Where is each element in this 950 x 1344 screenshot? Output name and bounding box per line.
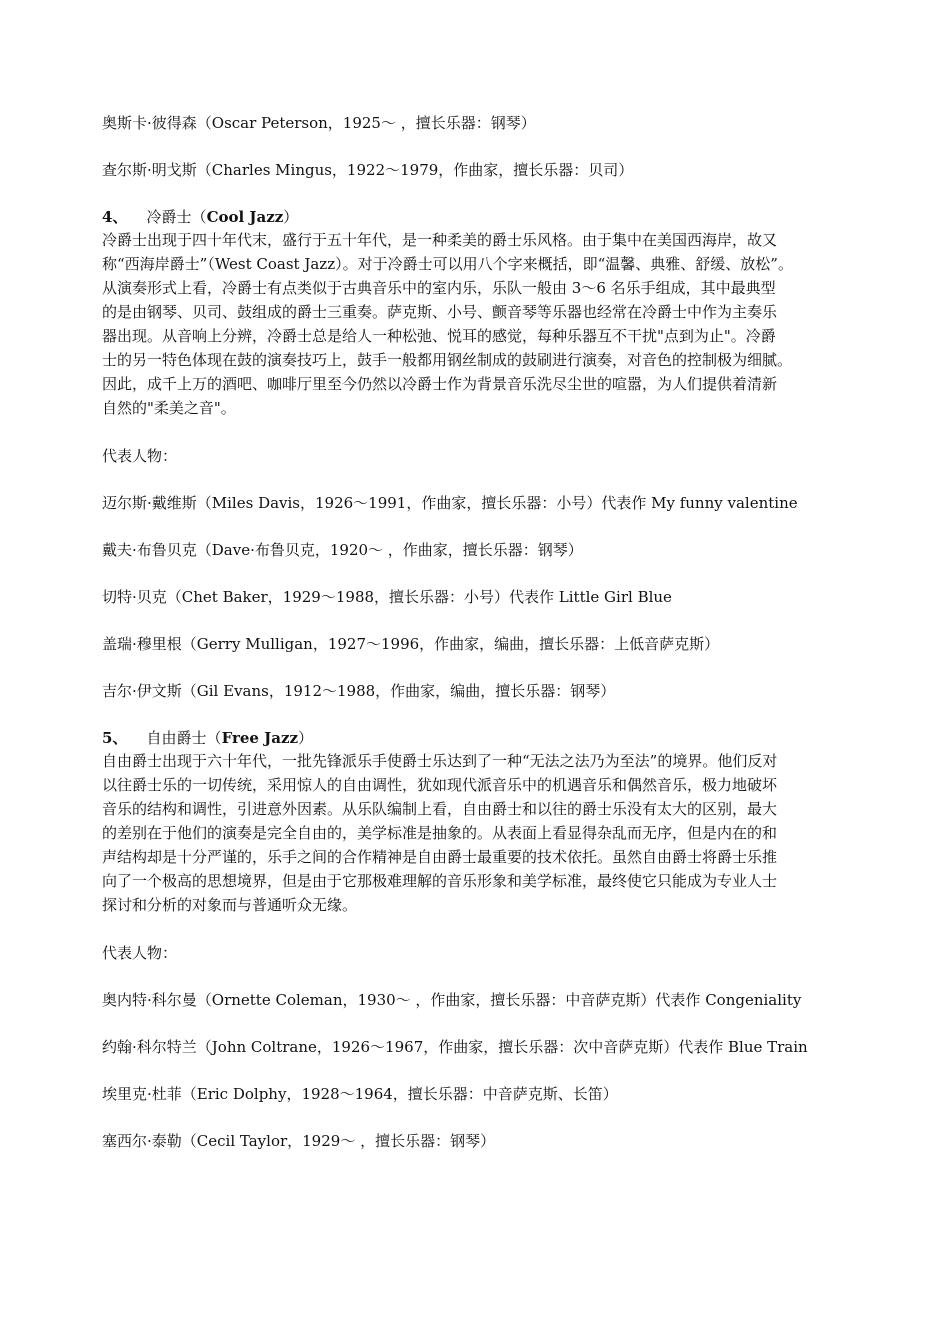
person-oscar-peterson: 奥斯卡·彼得森（Oscar Peterson，1925～ ，擅长乐器：钢琴） <box>102 114 536 132</box>
section-4-title-en: Cool Jazz <box>206 208 284 226</box>
paragraph-line: 以往爵士乐的一切传统，采用惊人的自由调性，犹如现代派音乐中的机遇音乐和偶然音乐，极力地破坏 <box>102 776 778 794</box>
paragraph-line: 的差别在于他们的演奏是完全自由的，美学标准是抽象的。从表面上看显得杂乱而无序，但是内在的和 <box>102 824 778 842</box>
section-5-heading <box>102 727 850 749</box>
person-miles-davis: 迈尔斯·戴维斯（Miles Davis，1926～1991，作曲家，擅长乐器：小号）代表作 My funny valentine <box>102 494 798 512</box>
paragraph-line: 士的另一特色体现在鼓的演奏技巧上，鼓手一般都用钢丝制成的鼓刷进行演奏，对音色的控制极为细腻。 <box>102 351 793 369</box>
paragraph-line: 自由爵士出现于六十年代，一批先锋派乐手使爵士乐达到了一种“无法之法乃为至法”的境界。他们反对 <box>102 752 778 770</box>
paragraph-line: 探讨和分析的对象而与普通听众无缘。 <box>102 896 358 914</box>
section-4-paragraph <box>102 228 850 420</box>
section-4-heading <box>102 206 850 228</box>
person-john-coltrane: 约翰·科尔特兰（John Coltrane，1926～1967，作曲家，擅长乐器：次中音萨克斯）代表作 Blue Train <box>102 1038 808 1056</box>
section-5-paragraph <box>102 749 850 917</box>
representative-label: 代表人物： <box>102 944 178 962</box>
paragraph-line: 冷爵士出现于四十年代末，盛行于五十年代，是一种柔美的爵士乐风格。由于集中在美国西海岸，故又 <box>102 231 778 249</box>
section-5-number: 5、 <box>102 729 128 747</box>
paragraph-line: 器出现。从音响上分辨，冷爵士总是给人一种松弛、悦耳的感觉，每种乐器互不干扰"点到为止"。冷爵 <box>102 327 776 345</box>
section-4-number: 4、 <box>102 208 128 226</box>
paragraph-line: 自然的"柔美之音"。 <box>102 399 236 417</box>
paragraph-line: 因此，成千上万的酒吧、咖啡厅里至今仍然以冷爵士作为背景音乐洗尽尘世的喧嚣，为人们提供着清新 <box>102 375 778 393</box>
person-gil-evans: 吉尔·伊文斯（Gil Evans，1912～1988，作曲家，编曲，擅长乐器：钢琴） <box>102 682 616 700</box>
person-chet-baker: 切特·贝克（Chet Baker，1929～1988，擅长乐器：小号）代表作 Little Girl Blue <box>102 588 672 606</box>
paragraph-line: 音乐的结构和调性，引进意外因素。从乐队编制上看，自由爵士和以往的爵士乐没有太大的区别，最大 <box>102 800 778 818</box>
paragraph-line: 声结构却是十分严谨的，乐手之间的合作精神是自由爵士最重要的技术依托。虽然自由爵士将爵士乐推 <box>102 848 778 866</box>
representative-label: 代表人物： <box>102 447 178 465</box>
person-dave-brubeck: 戴夫·布鲁贝克（Dave·布鲁贝克，1920～ ，作曲家，擅长乐器：钢琴） <box>102 541 583 559</box>
document-page <box>102 112 850 1152</box>
person-charles-mingus: 查尔斯·明戈斯（Charles Mingus，1922～1979，作曲家，擅长乐器：贝司） <box>102 161 634 179</box>
person-gerry-mulligan: 盖瑞·穆里根（Gerry Mulligan，1927～1996，作曲家，编曲，擅长乐器：上低音萨克斯） <box>102 635 720 653</box>
paragraph-line: 从演奏形式上看，冷爵士有点类似于古典音乐中的室内乐，乐队一般由 3～6 名乐手组成，其中最典型 <box>102 279 776 297</box>
paragraph-line: 称“西海岸爵士”（West Coast Jazz）。对于冷爵士可以用八个字来概括，即“温馨、典雅、舒缓、放松”。 <box>102 255 793 273</box>
person-cecil-taylor: 塞西尔·泰勒（Cecil Taylor，1929～ ，擅长乐器：钢琴） <box>102 1132 496 1150</box>
section-5-title-en: Free Jazz <box>221 729 299 747</box>
section-5-title-zh: 自由爵士（ <box>146 729 222 747</box>
section-4-title-zh: 冷爵士（ <box>146 208 207 226</box>
person-ornette-coleman: 奥内特·科尔曼（Ornette Coleman，1930～ ，作曲家，擅长乐器：中音萨克斯）代表作 Congeniality <box>102 991 802 1009</box>
section-4-title-close: ） <box>283 208 299 226</box>
section-5-title-close: ） <box>298 729 314 747</box>
paragraph-line: 的是由钢琴、贝司、鼓组成的爵士三重奏。萨克斯、小号、颤音琴等乐器也经常在冷爵士中作为主奏乐 <box>102 303 778 321</box>
person-eric-dolphy: 埃里克·杜菲（Eric Dolphy，1928～1964，擅长乐器：中音萨克斯、长笛） <box>102 1085 618 1103</box>
paragraph-line: 向了一个极高的思想境界，但是由于它那极难理解的音乐形象和美学标准，最终使它只能成为专业人士 <box>102 872 778 890</box>
